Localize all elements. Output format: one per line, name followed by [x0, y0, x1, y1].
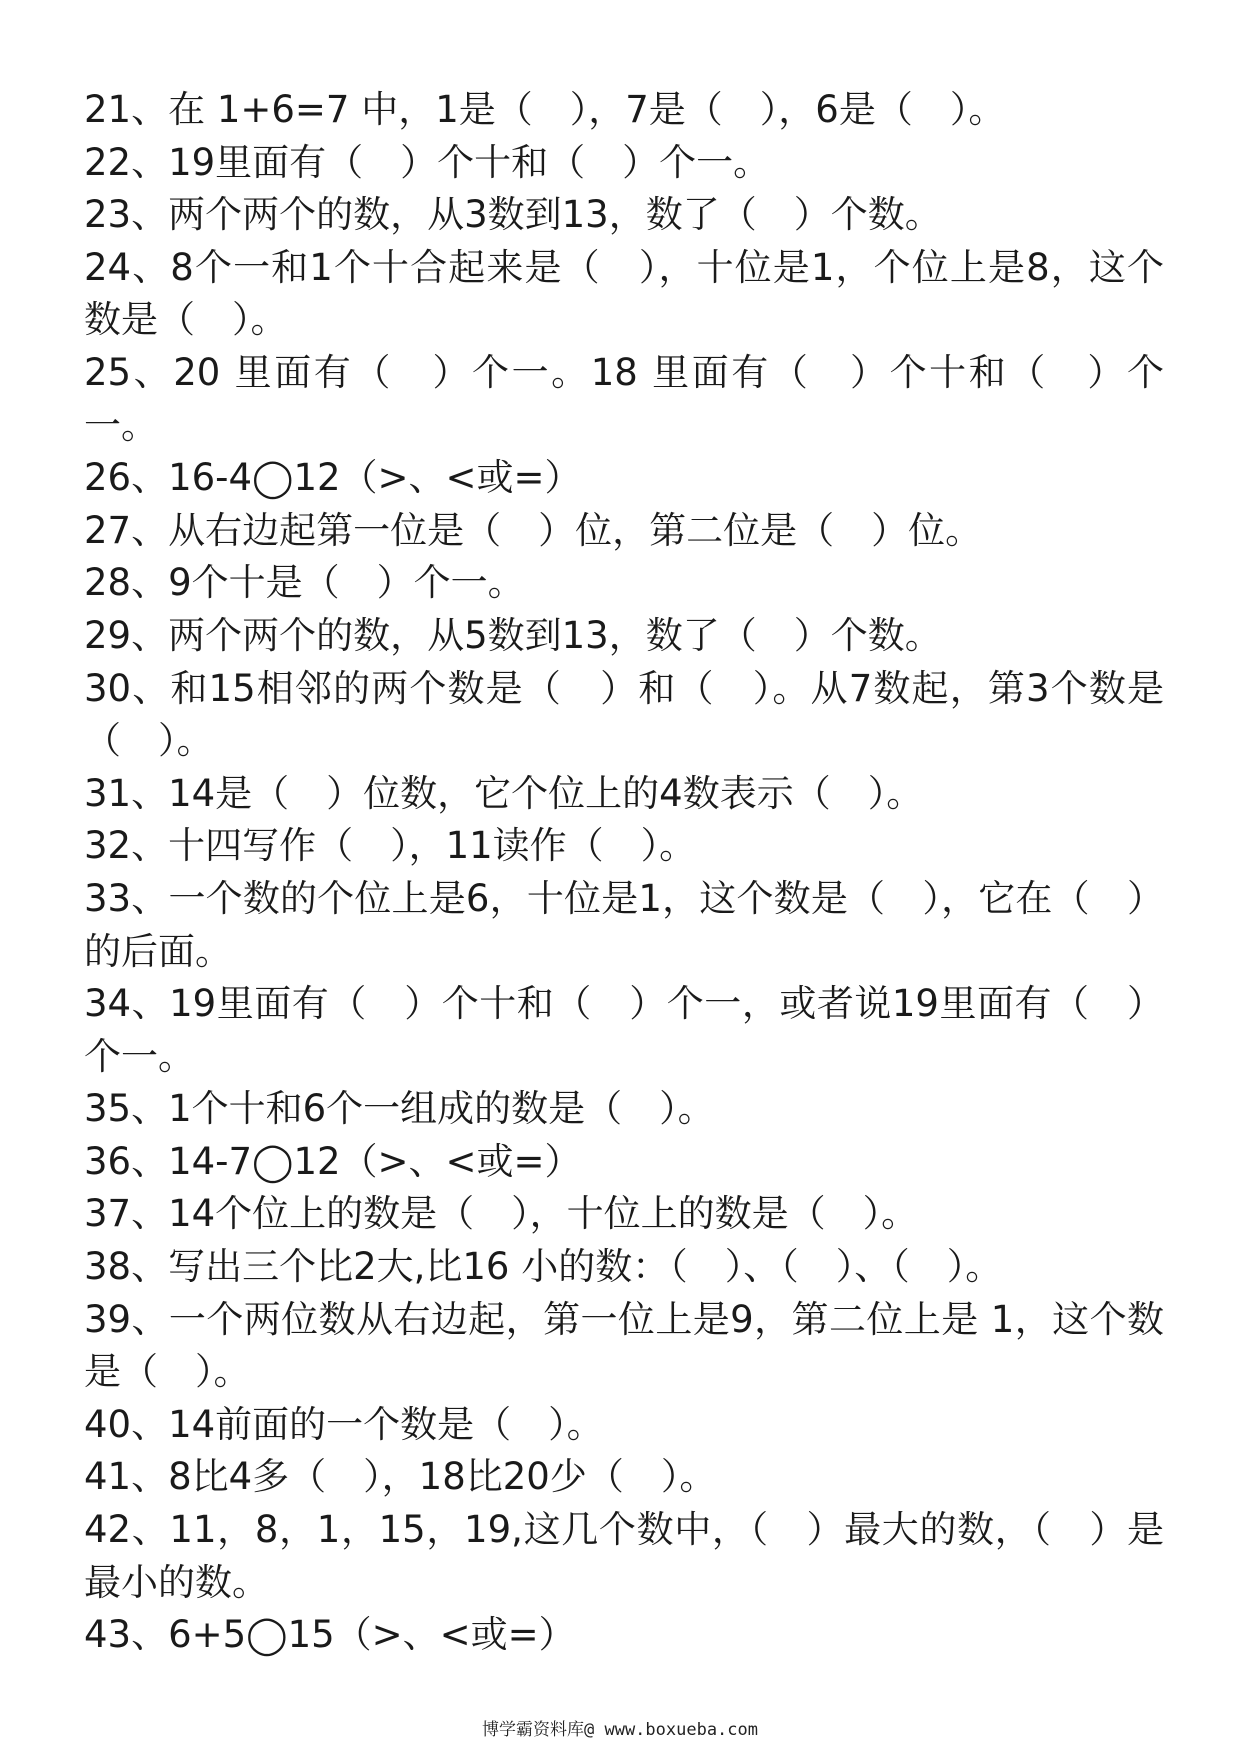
footer-watermark: 博学霸资料库@ www.boxueba.com [482, 1720, 758, 1740]
question-35: 35、1个十和6个一组成的数是（ ）。 [84, 1087, 715, 1131]
question-27: 27、从右边起第一位是（ ）位，第二位是（ ）位。 [84, 508, 983, 552]
question-21: 21、在 1+6=7 中，1是（ ），7是（ ），6是（ ）。 [84, 88, 1006, 131]
question-30: 30、和15相邻的两个数是（ ）和（ ）。从7数起，第3个数是（ ）。 [84, 666, 1164, 763]
question-34: 34、19里面有（ ）个十和（ ）个一，或者说19里面有（ ）个一。 [84, 982, 1164, 1078]
question-22: 22、19里面有（ ）个十和（ ）个一。 [84, 140, 771, 184]
question-23: 23、两个两个的数，从3数到13，数了（ ）个数。 [84, 193, 942, 237]
question-29: 29、两个两个的数，从5数到13，数了（ ）个数。 [84, 613, 942, 657]
question-40: 40、14前面的一个数是（ ）。 [84, 1402, 604, 1446]
question-28: 28、9个十是（ ）个一。 [84, 561, 525, 605]
question-39: 39、一个两位数从右边起，第一位上是9，第二位上是 1，这个数是（ ）。 [84, 1297, 1164, 1394]
question-41: 41、8比4多（ ），18比20少（ ）。 [84, 1455, 717, 1499]
question-42: 42、11，8，1，15，19,这几个数中，（ ）最大的数，（ ）是最小的数。 [84, 1508, 1164, 1604]
question-list [84, 84, 1164, 1662]
question-32: 32、十四写作（ ），11读作（ ）。 [84, 824, 697, 868]
question-37: 37、14个位上的数是（ ），十位上的数是（ ）。 [84, 1192, 919, 1236]
question-26: 26、16-4◯12（>、<或=） [84, 456, 582, 500]
question-38: 38、写出三个比2大,比16 小的数：（ ）、（ ）、（ ）。 [84, 1245, 1003, 1289]
question-33: 33、一个数的个位上是6，十位是1，这个数是（ ），它在（ ）的后面。 [84, 876, 1164, 973]
question-25: 25、20 里面有（ ）个一。18 里面有（ ）个十和（ ）个一。 [84, 350, 1164, 447]
question-43: 43、6+5◯15（>、<或=） [84, 1613, 576, 1657]
question-31: 31、14是（ ）位数，它个位上的4数表示（ ）。 [84, 771, 924, 815]
question-24: 24、8个一和1个十合起来是（ ），十位是1，个位上是8，这个数是（ ）。 [84, 245, 1164, 342]
question-36: 36、14-7◯12（>、<或=） [84, 1139, 582, 1183]
